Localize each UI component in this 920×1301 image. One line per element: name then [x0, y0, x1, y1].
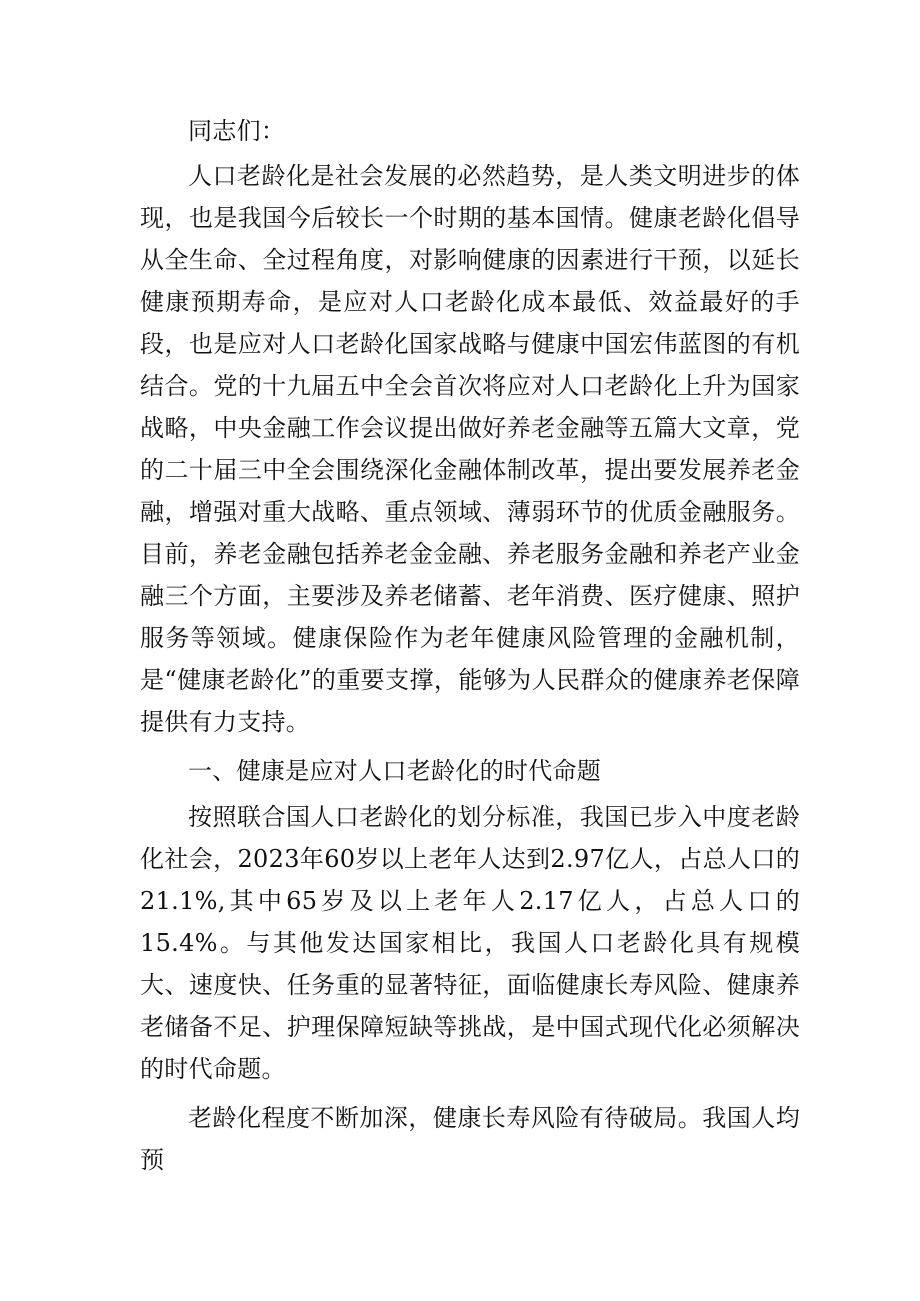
- section-heading: 一、健康是应对人口老龄化的时代命题: [188, 757, 602, 785]
- body-paragraph: 按照联合国人口老龄化的划分标准，我国已步入中度老龄化社会，2023年60岁以上老年人达到2.97亿人，占总人口的21.1%,其中65岁及以上老年人2.17亿人，占总人口的15.4%。与其他发达国家相比，我国人口老龄化具有规模大、速度快、任务重的显著特征，面临健康长寿风险、健康养老储备不足、护理保障短缺等挑战，是中国式现代化必须解决的时代命题。: [140, 803, 800, 1083]
- document-body: [140, 110, 800, 1188]
- body-paragraph: 老龄化程度不断加深，健康长寿风险有待破局。我国人均预: [140, 1104, 800, 1174]
- salutation: 同志们：: [188, 117, 286, 145]
- body-paragraph: 人口老龄化是社会发展的必然趋势，是人类文明进步的体现，也是我国今后较长一个时期的基本国情。健康老龄化倡导从全生命、全过程角度，对影响健康的因素进行干预，以延长健康预期寿命，是应对人口老龄化成本最低、效益最好的手段，也是应对人口老龄化国家战略与健康中国宏伟蓝图的有机结合。党的十九届五中全会首次将应对人口老龄化上升为国家战略，中央金融工作会议提出做好养老金融等五篇大文章，党的二十届三中全会围绕深化金融体制改革，提出要发展养老金融，增强对重大战略、重点领域、薄弱环节的优质金融服务。目前，养老金融包括养老金金融、养老服务金融和养老产业金融三个方面，主要涉及养老储蓄、老年消费、医疗健康、照护服务等领域。健康保险作为老年健康风险管理的金融机制，是“健康老龄化”的重要支撑，能够为人民群众的健康养老保障提供有力支持。: [140, 162, 800, 736]
